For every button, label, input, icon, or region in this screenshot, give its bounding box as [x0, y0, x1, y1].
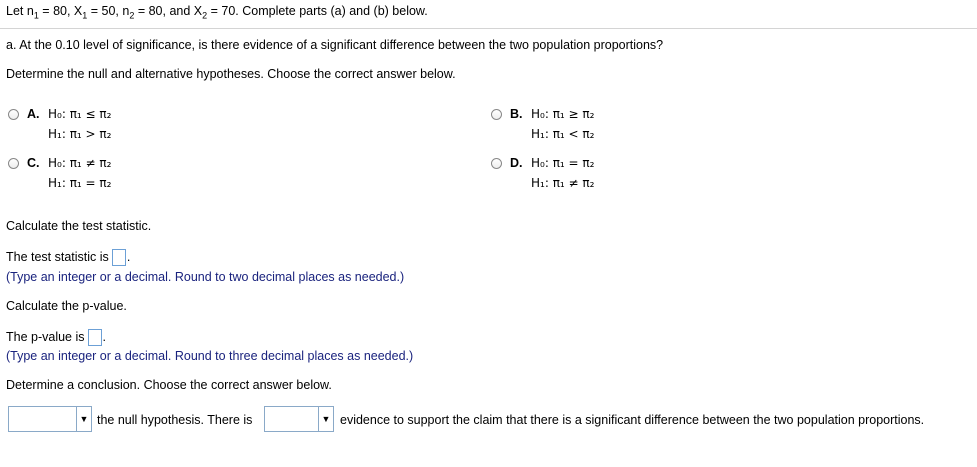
dropdown-arrow-icon[interactable]: ▼ — [76, 407, 91, 431]
option-d-alt-hypothesis: H₁: π₁ ≠ π₂ — [531, 176, 595, 190]
header-text: = 80, and X — [134, 4, 203, 18]
dropdown-arrow-icon[interactable]: ▼ — [318, 407, 333, 431]
p-value-input[interactable] — [88, 329, 102, 346]
test-statistic-row — [6, 249, 130, 266]
p-value-row — [6, 329, 106, 346]
option-d-radio[interactable] — [491, 158, 502, 169]
test-statistic-input[interactable] — [112, 249, 126, 266]
part-a-question — [6, 38, 663, 52]
option-a-radio[interactable] — [8, 109, 19, 120]
option-c-label[interactable]: C. — [27, 156, 40, 170]
option-c-radio[interactable] — [8, 158, 19, 169]
header-text: = 70. Complete parts (a) and (b) below. — [207, 4, 428, 18]
p-value-heading: Calculate the p-value. — [6, 299, 127, 313]
p-value-hint: (Type an integer or a decimal. Round to three decimal places as needed.) — [6, 349, 414, 363]
evidence-dropdown[interactable] — [264, 406, 334, 432]
period: . — [126, 249, 131, 264]
option-b-radio[interactable] — [491, 109, 502, 120]
test-statistic-hint: (Type an integer or a decimal. Round to two decimal places as needed.) — [6, 270, 405, 284]
option-c-alt-hypothesis: H₁: π₁ = π₂ — [48, 176, 112, 190]
option-a-label[interactable]: A. — [27, 107, 40, 121]
header-sub: 2 — [202, 10, 208, 21]
question-text: a. At the 0.10 level of significance, is there evidence of a significant difference between the two population proportions? — [6, 38, 664, 52]
header-text: Let n — [6, 4, 34, 18]
problem-statement — [6, 4, 428, 21]
reject-decision-dropdown[interactable] — [8, 406, 92, 432]
option-b-null-hypothesis: H₀: π₁ ≥ π₂ — [531, 107, 595, 121]
conclusion-heading: Determine a conclusion. Choose the correct answer below. — [6, 378, 332, 392]
header-sub: 2 — [129, 10, 135, 21]
option-d-null-hypothesis: H₀: π₁ = π₂ — [531, 156, 595, 170]
test-statistic-heading: Calculate the test statistic. — [6, 219, 152, 233]
test-statistic-prompt: The test statistic is — [6, 249, 109, 264]
conclusion-text-1: the null hypothesis. There is — [97, 413, 253, 427]
conclusion-text-2: evidence to support the claim that there is a significant difference between the two population proportions. — [340, 413, 925, 427]
option-b-label[interactable]: B. — [510, 107, 523, 121]
divider — [0, 28, 977, 29]
option-a-alt-hypothesis: H₁: π₁ > π₂ — [48, 127, 112, 141]
option-c-null-hypothesis: H₀: π₁ ≠ π₂ — [48, 156, 112, 170]
header-sub: 1 — [82, 10, 88, 21]
header-text: = 80, X — [38, 4, 83, 18]
option-b-alt-hypothesis: H₁: π₁ < π₂ — [531, 127, 595, 141]
hypothesis-instruction: Determine the null and alternative hypotheses. Choose the correct answer below. — [6, 67, 456, 81]
period: . — [102, 329, 106, 344]
option-a-null-hypothesis: H₀: π₁ ≤ π₂ — [48, 107, 112, 121]
header-text: = 50, n — [87, 4, 130, 18]
option-d-label[interactable]: D. — [510, 156, 523, 170]
header-sub: 1 — [33, 10, 39, 21]
p-value-prompt: The p-value is — [6, 329, 85, 344]
